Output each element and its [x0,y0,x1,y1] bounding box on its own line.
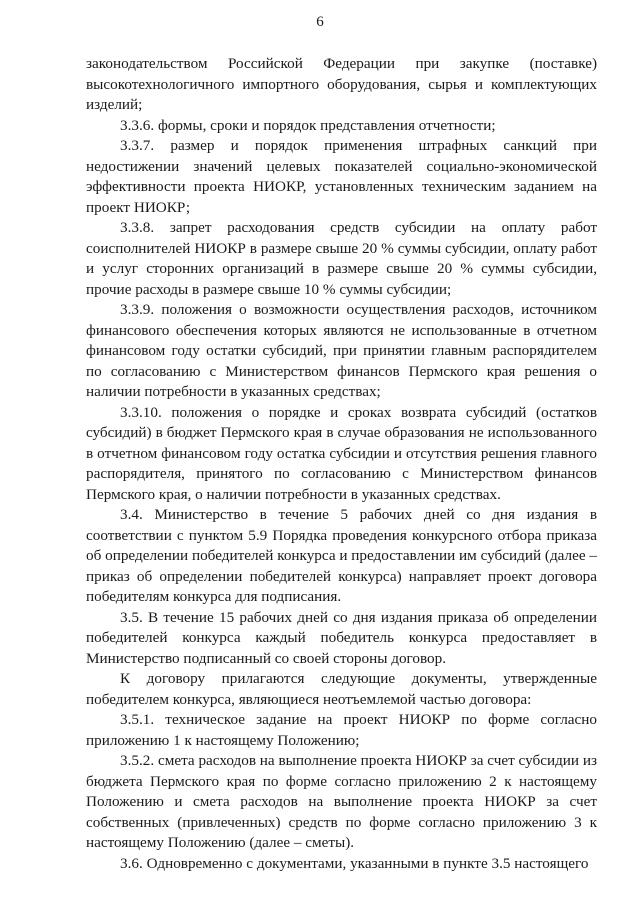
paragraph-3-3-10: 3.3.10. положения о порядке и сроках возврата субсидий (остатков субсидий) в бюджет Пермского края в случае образования не использованного в отчетном финансовом году остатка субсидии и отсутствия решения главного распорядителя, принятого по согласованию с Министерством финансов Пермского края, о наличии потребности в указанных средствах. [86,403,597,503]
paragraph-continuation: законодательством Российской Федерации при закупке (поставке) высокотехнологичного импортного оборудования, сырья и комплектующих изделий; [86,55,597,113]
paragraph-3-5: 3.5. В течение 15 рабочих дней со дня издания приказа об определении победителей конкурса каждый победитель конкурса предоставляет в Министерство подписанный со своей стороны договор. [86,608,597,667]
paragraph-3-3-9: 3.3.9. положения о возможности осуществления расходов, источником финансового обеспечения которых являются не использованные в отчетном финансовом году остатки субсидий, при принятии главным распорядителем по согласованию с Министерством финансов Пермского края решения о наличии потребности в указанных средствах; [86,301,597,400]
paragraph-3-5-2: 3.5.2. смета расходов на выполнение проекта НИОКР за счет субсидии из бюджета Пермского края по форме согласно приложению 2 к настоящему Положению и смета расходов на выполнение проекта НИОКР за счет собственных (привлеченных) средств по форме согласно приложению 3 к настоящему Положению (далее – сметы). [86,752,597,851]
paragraph-3-3-8: 3.3.8. запрет расходования средств субсидии на оплату работ соисполнителей НИОКР в размере свыше 20 % суммы субсидии, оплату работ и услуг сторонних организаций в размере свыше 20 % суммы субсидии, прочие расходы в размере свыше 10 % суммы субсидии; [86,219,597,298]
paragraph-3-5-1: 3.5.1. техническое задание на проект НИОКР по форме согласно приложению 1 к настоящему Положению; [86,711,597,749]
paragraph-3-4: 3.4. Министерство в течение 5 рабочих дней со дня издания в соответствии с пунктом 5.9 Порядка проведения конкурсного отбора приказа об определении победителей конкурса и предоставлении им субсидий (далее – приказ об определении победителей конкурса) направляет проект договора победителям конкурса для подписания. [86,506,597,605]
paragraph-3-3-6: 3.3.6. формы, сроки и порядок представления отчетности; [120,116,496,134]
paragraph-attachments-intro: К договору прилагаются следующие документы, утвержденные победителем конкурса, являющиеся неотъемлемой частью договора: [86,670,597,708]
paragraph-3-6: 3.6. Одновременно с документами, указанными в пункте 3.5 настоящего [120,854,589,872]
document-body [86,54,597,874]
page-number: 6 [316,14,324,30]
paragraph-3-3-7: 3.3.7. размер и порядок применения штрафных санкций при недостижении значений целевых показателей социально-экономической эффективности проекта НИОКР, установленных техническим заданием на проект НИОКР; [86,137,597,216]
